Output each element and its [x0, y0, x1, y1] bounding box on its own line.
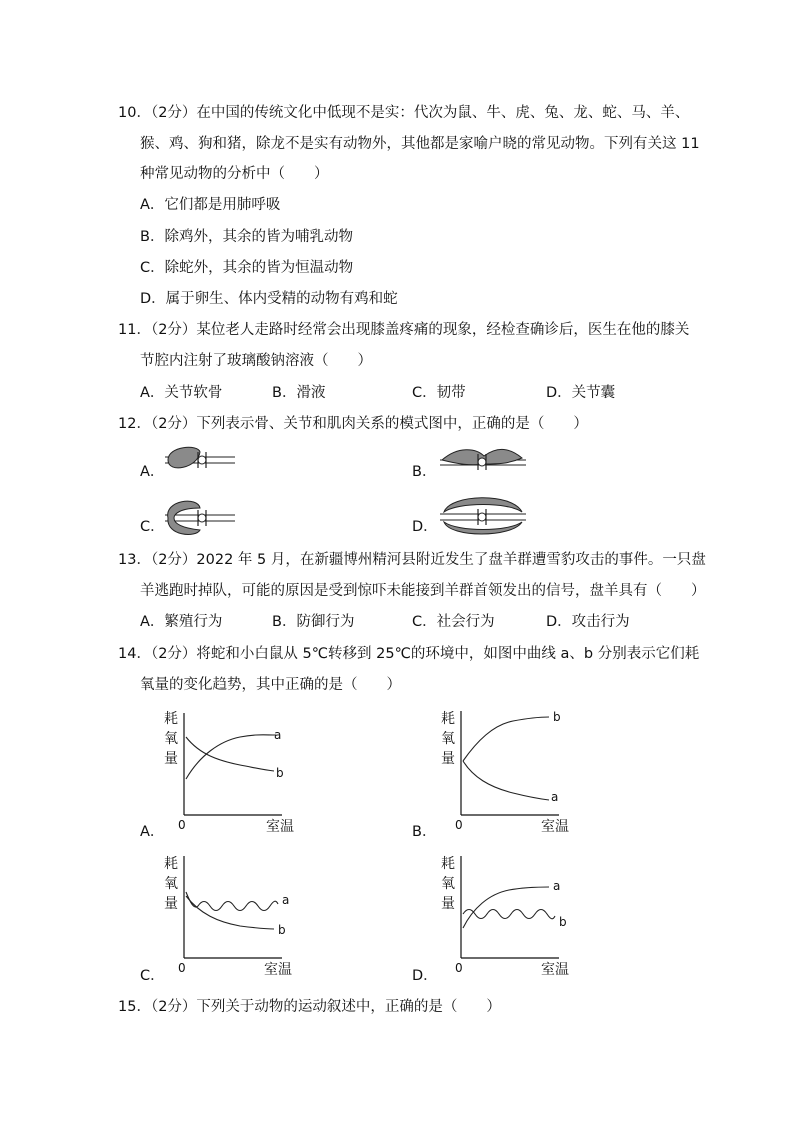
curve-b	[463, 717, 549, 761]
ylabel-char-2: 氧	[441, 731, 455, 747]
q14-graph-d	[437, 852, 597, 982]
curve-b-label: b	[278, 923, 286, 937]
q14-option-c: C．	[140, 968, 165, 984]
q11-line-2: 节腔内注射了玻璃酸钠溶液（ ）	[140, 353, 372, 369]
q14-line-1: 14．（2分）将蛇和小白鼠从 5℃转移到 25℃的环境中，如图中曲线 a、b 分别表示它们耗	[118, 646, 700, 662]
curve-b-label: b	[559, 915, 567, 929]
q12-line-1: 12．（2分）下列表示骨、关节和肌肉关系的模式图中，正确的是（ ）	[118, 416, 588, 432]
q10-option-a: A．它们都是用肺呼吸	[140, 197, 281, 213]
q10-option-d: D．属于卵生、体内受精的动物有鸡和蛇	[140, 291, 398, 307]
q14-option-d: D．	[412, 968, 438, 984]
q13-option-c: C．社会行为	[412, 614, 495, 630]
q13-line-2: 羊逃跑时掉队，可能的原因是受到惊吓未能接到羊群首领发出的信号，盘羊具有（ ）	[140, 583, 706, 599]
curve-b	[463, 910, 555, 919]
q12-option-d: D．	[412, 519, 438, 535]
ylabel-char-1: 耗	[164, 711, 178, 727]
xlabel: 室温	[264, 962, 292, 978]
origin-label: 0	[178, 818, 186, 832]
q14-option-b: B．	[412, 824, 437, 840]
curve-a	[463, 887, 549, 928]
q13-option-b: B．防御行为	[272, 614, 355, 630]
q12-option-c: C．	[140, 519, 165, 535]
q13-line-1: 13．（2分）2022 年 5 月，在新疆博州精河县附近发生了盘羊群遭雪豹攻击的事件。一只盘	[118, 552, 706, 568]
q12-figure-a	[160, 438, 240, 482]
q15-line-1: 15．（2分）下列关于动物的运动叙述中，正确的是（ ）	[118, 999, 501, 1015]
ylabel-char-1: 耗	[164, 856, 178, 872]
ylabel-char-1: 耗	[441, 711, 455, 727]
ylabel-char-1: 耗	[441, 856, 455, 872]
q12-option-a: A．	[140, 464, 165, 480]
ylabel-char-3: 量	[164, 896, 178, 912]
ylabel-char-2: 氧	[164, 876, 178, 892]
q10-line-2: 猴、鸡、狗和猪，除龙不是实有动物外，其他都是家喻户晓的常见动物。下列有关这 11	[140, 136, 700, 152]
curve-a-label: a	[274, 728, 282, 742]
curve-b-label: b	[553, 710, 561, 724]
q13-option-a: A．繁殖行为	[140, 614, 223, 630]
q12-figure-b	[438, 438, 528, 482]
curve-a-label: a	[551, 790, 559, 804]
xlabel: 室温	[541, 819, 569, 835]
q11-option-c: C．韧带	[412, 385, 466, 401]
curve-b	[186, 737, 274, 771]
q11-option-b: B．滑液	[272, 385, 326, 401]
ylabel-char-2: 氧	[441, 876, 455, 892]
ylabel-char-3: 量	[441, 751, 455, 767]
curve-b-label: b	[276, 766, 284, 780]
q14-line-2: 氧量的变化趋势，其中正确的是（ ）	[140, 677, 401, 693]
q14-graph-c	[160, 852, 320, 982]
curve-a-label: a	[282, 893, 290, 907]
q12-figure-c	[160, 492, 240, 538]
curve-a-label: a	[553, 879, 561, 893]
q10-option-c: C．除蛇外，其余的皆为恒温动物	[140, 260, 354, 276]
q14-graph-a	[160, 705, 320, 835]
q11-option-a: A．关节软骨	[140, 385, 223, 401]
q10-line-3: 种常见动物的分析中（ ）	[140, 166, 329, 182]
origin-label: 0	[178, 961, 186, 975]
curve-a	[186, 892, 278, 911]
xlabel: 室温	[541, 962, 569, 978]
q14-graph-b	[437, 705, 597, 835]
xlabel: 室温	[266, 819, 294, 835]
q12-option-b: B．	[412, 464, 437, 480]
ylabel-char-2: 氧	[164, 731, 178, 747]
origin-label: 0	[455, 818, 463, 832]
ylabel-char-3: 量	[441, 896, 455, 912]
curve-a	[463, 761, 549, 800]
q14-option-a: A．	[140, 824, 165, 840]
curve-a	[186, 735, 276, 779]
origin-label: 0	[455, 961, 463, 975]
q13-option-d: D．攻击行为	[546, 614, 630, 630]
q11-option-d: D．关节囊	[546, 385, 616, 401]
q10-line-1: 10．（2分）在中国的传统文化中低现不是实：代次为鼠、牛、虎、兔、龙、蛇、马、羊、	[118, 105, 690, 121]
q10-option-b: B．除鸡外，其余的皆为哺乳动物	[140, 229, 353, 245]
curve-b	[186, 896, 274, 929]
ylabel-char-3: 量	[164, 751, 178, 767]
q12-figure-d	[438, 490, 528, 540]
q11-line-1: 11．（2分）某位老人走路时经常会出现膝盖疼痛的现象，经检查确诊后，医生在他的膝关	[118, 322, 690, 338]
